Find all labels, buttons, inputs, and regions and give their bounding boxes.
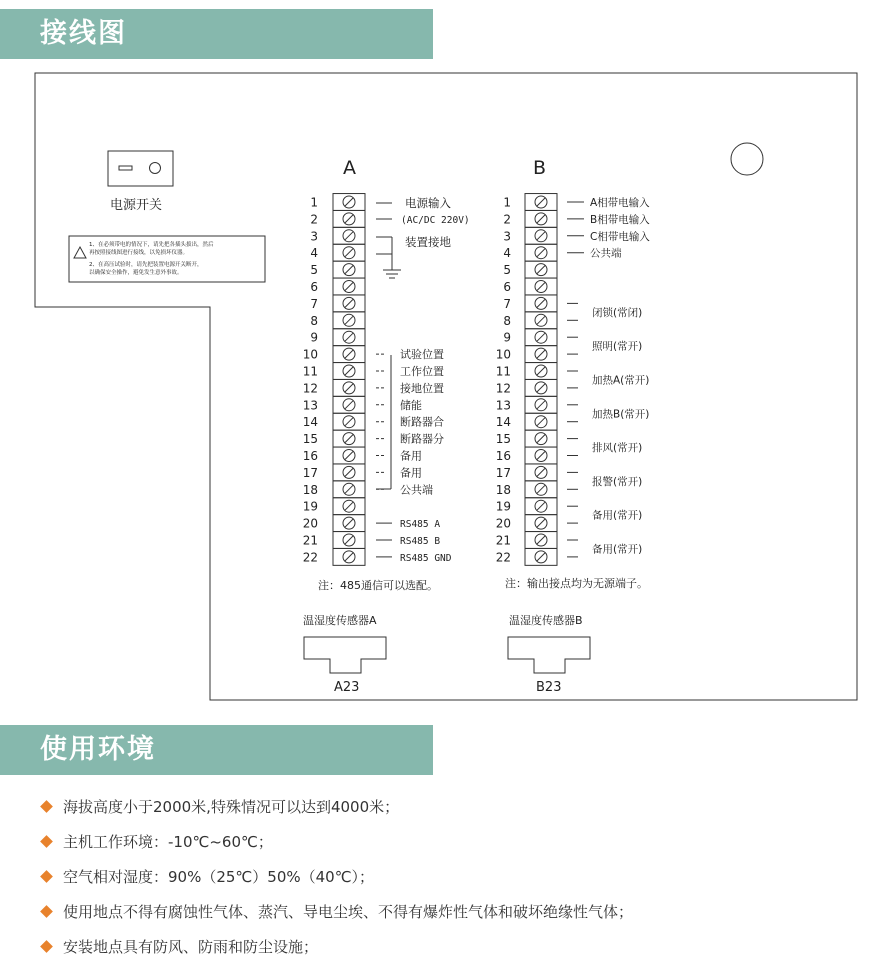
terminal	[496, 447, 557, 464]
terminal-number: 18	[495, 482, 511, 497]
terminal	[310, 244, 365, 261]
warning-triangle-icon	[74, 247, 86, 258]
terminal	[310, 295, 365, 312]
environment-item: 空气相对湿度：90%（25℃）50%（40℃）；	[40, 866, 880, 901]
terminal	[503, 261, 557, 278]
block-b-labels	[505, 196, 650, 590]
rs485-label: RS485 GND	[400, 552, 452, 564]
signal-label: 公共端	[400, 483, 433, 497]
power-input-label: 电源输入	[405, 196, 451, 210]
signal-label: 工作位置	[400, 365, 444, 378]
terminal-number: 17	[302, 465, 318, 480]
signal-label: 试验位置	[400, 348, 444, 362]
environment-section-title: 使用环境	[0, 725, 433, 775]
terminal-number: 22	[495, 550, 511, 565]
signal-label: 储能	[400, 398, 422, 412]
input-label: A相带电输入	[590, 197, 650, 209]
terminal-number: 4	[310, 246, 318, 261]
signal-label: 断路器合	[400, 415, 444, 429]
terminal-number: 8	[503, 313, 511, 328]
warning-line: 以确保安全操作，避免发生意外事故。	[89, 270, 183, 276]
terminal	[303, 498, 365, 515]
power-switch	[108, 151, 173, 213]
terminal	[496, 346, 557, 363]
environment-item: 安装地点具有防风、防雨和防尘设施；	[40, 936, 880, 971]
terminal-number: 1	[503, 195, 511, 210]
terminal-number: 20	[495, 516, 511, 531]
terminal-number: 16	[495, 449, 511, 463]
terminal-number: 18	[302, 482, 318, 497]
mount-hole-icon	[731, 143, 763, 175]
terminal-number: 14	[302, 415, 318, 430]
terminal-number: 6	[310, 280, 318, 294]
environment-item: 使用地点不得有腐蚀性气体、蒸汽、导电尘埃、不得有爆炸性气体和破坏绝缘性气体；	[40, 901, 880, 936]
terminal-number: 20	[302, 516, 318, 531]
terminal-number: 3	[310, 229, 318, 244]
terminal-number: 3	[503, 229, 511, 244]
signal-label: 接地位置	[400, 381, 444, 395]
block-a-header: A	[343, 157, 356, 179]
signal-label: 备用	[400, 449, 422, 463]
output-label: 照明(常开)	[592, 340, 643, 353]
terminal-number: 11	[495, 364, 511, 379]
terminal	[310, 329, 365, 346]
signal-label: 断路器分	[400, 432, 444, 446]
terminal	[496, 413, 557, 430]
terminal-number: 10	[302, 347, 318, 362]
terminal	[503, 227, 557, 244]
sensor-b-label: 温湿度传感器B	[509, 614, 583, 627]
terminal-number: 2	[310, 212, 318, 227]
environment-list	[40, 796, 880, 971]
input-label: C相带电输入	[590, 230, 650, 243]
warning-line: 1、在必须带电的情况下，请先把各插头拔出，然后	[89, 242, 214, 248]
terminal-number: 21	[302, 533, 318, 548]
terminal-number: 14	[495, 415, 511, 430]
terminal	[303, 346, 365, 363]
power-spec-label: (AC/DC 220V)	[401, 215, 470, 226]
rs485-label: RS485 B	[400, 536, 441, 547]
terminal-number: 19	[302, 499, 318, 514]
terminal	[303, 532, 365, 549]
terminal-number: 4	[503, 246, 511, 261]
input-label: 公共端	[590, 247, 622, 260]
terminal	[303, 515, 365, 532]
block-b-header: B	[533, 157, 547, 179]
terminal-number: 7	[310, 296, 318, 311]
terminal-number: 7	[503, 296, 511, 311]
terminal-number: 8	[310, 313, 318, 328]
terminal	[503, 194, 557, 211]
terminal	[303, 379, 365, 396]
terminal-number: 9	[310, 330, 318, 345]
terminal-number: 9	[503, 330, 511, 345]
terminal	[303, 413, 365, 430]
sensor-b-id: B23	[536, 680, 562, 695]
terminal-block-a	[303, 194, 365, 566]
terminal-block-b	[496, 194, 557, 566]
output-label: 加热B(常开)	[592, 408, 650, 421]
wiring-section-title: 接线图	[0, 9, 433, 59]
rs485-label: RS485 A	[400, 519, 441, 531]
diamond-bullet-icon	[40, 800, 53, 813]
sensor-b	[508, 613, 590, 695]
terminal	[303, 447, 365, 464]
output-label: 加热A(常开)	[592, 374, 650, 387]
output-label: 备用(常开)	[592, 509, 643, 522]
terminal	[303, 548, 365, 565]
output-label: 闭锁(常闭)	[592, 306, 643, 319]
warning-line: 再按照接线图进行接线，以免损坏仪器。	[89, 250, 189, 256]
terminal	[496, 464, 557, 481]
terminal	[496, 363, 557, 380]
terminal-number: 1	[310, 195, 318, 210]
output-label: 备用(常开)	[592, 543, 643, 556]
signal-label: 备用	[400, 466, 422, 480]
terminal	[303, 481, 365, 498]
terminal	[310, 312, 365, 329]
terminal	[303, 396, 365, 413]
diamond-bullet-icon	[40, 835, 53, 848]
terminal-number: 6	[503, 280, 511, 294]
terminal	[503, 329, 557, 346]
sensor-a-label: 温湿度传感器A	[303, 614, 377, 627]
terminal	[310, 194, 365, 211]
terminal-number: 16	[302, 449, 318, 463]
environment-item: 海拔高度小于2000米,特殊情况可以达到4000米；	[40, 796, 880, 831]
output-label: 排风(常开)	[592, 442, 643, 455]
terminal	[496, 430, 557, 447]
terminal-number: 5	[310, 263, 318, 278]
terminal-number: 15	[495, 432, 511, 447]
terminal-number: 13	[302, 398, 318, 413]
power-switch-label: 电源开关	[110, 198, 163, 213]
terminal-number: 10	[495, 347, 511, 362]
terminal-number: 2	[503, 212, 511, 227]
terminal	[503, 312, 557, 329]
warning-line: 2、在高压试验时，请先把装置电源开关断开，	[89, 262, 203, 268]
terminal-number: 11	[302, 364, 318, 379]
block-b-note: 注：输出接点均为无源端子。	[505, 577, 648, 590]
terminal	[310, 278, 365, 295]
terminal	[303, 430, 365, 447]
terminal-number: 12	[302, 381, 318, 396]
block-a-note: 注：485通信可以选配。	[318, 579, 438, 592]
terminal	[503, 295, 557, 312]
terminal	[303, 464, 365, 481]
terminal	[310, 210, 365, 227]
terminal-number: 5	[503, 263, 511, 278]
ground-label: 装置接地	[405, 235, 451, 249]
sensor-a	[303, 613, 386, 695]
terminal	[496, 396, 557, 413]
terminal-number: 15	[302, 432, 318, 447]
diamond-bullet-icon	[40, 905, 53, 918]
terminal-number: 19	[495, 499, 511, 514]
diamond-bullet-icon	[40, 870, 53, 883]
warning-label	[69, 236, 265, 282]
input-label: B相带电输入	[590, 213, 650, 226]
terminal	[303, 363, 365, 380]
terminal	[503, 210, 557, 227]
terminal-number: 13	[495, 398, 511, 413]
environment-item: 主机工作环境：-10℃~60℃；	[40, 831, 880, 866]
block-a-labels	[318, 196, 470, 592]
terminal	[496, 532, 557, 549]
terminal	[496, 548, 557, 565]
terminal	[503, 244, 557, 261]
terminal-number: 17	[495, 465, 511, 480]
terminal	[496, 379, 557, 396]
sensor-a-id: A23	[334, 680, 360, 695]
terminal	[310, 227, 365, 244]
terminal	[496, 481, 557, 498]
terminal	[496, 515, 557, 532]
terminal	[496, 498, 557, 515]
terminal	[503, 278, 557, 295]
diamond-bullet-icon	[40, 940, 53, 953]
terminal	[310, 261, 365, 278]
output-label: 报警(常开)	[592, 475, 643, 488]
terminal-number: 21	[495, 533, 511, 548]
terminal-number: 12	[495, 381, 511, 396]
terminal-number: 22	[302, 550, 318, 565]
